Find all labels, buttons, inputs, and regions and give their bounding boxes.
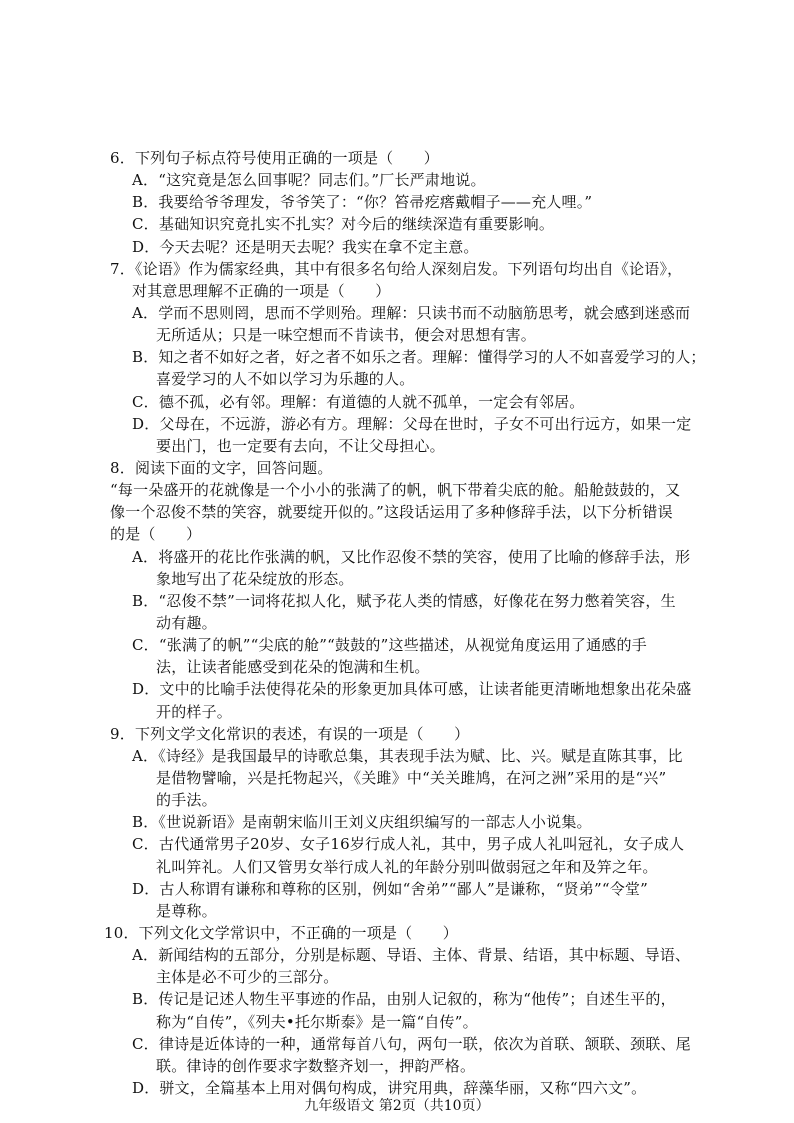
q7-option-a-line2: 无所适从；只是一味空想而不肯读书，便会对思想有害。 xyxy=(156,326,537,344)
q8-option-a-line1: A．将盛开的花比作张满的帆，又比作忍俊不禁的笑容，使用了比喻的修辞手法，形 xyxy=(132,548,691,566)
q6-option-d: D．今天去呢？还是明天去呢？我实在拿不定主意。 xyxy=(132,238,479,256)
q7-stem-line1: 7．《论语》作为儒家经典，其中有很多名句给人深刻启发。下列语句均出自《论语》， xyxy=(110,260,683,278)
q9-option-b: B．《世说新语》是南朝宋临川王刘义庆组织编写的一部志人小说集。 xyxy=(132,813,592,831)
q10-option-b-line2: 称为“自传”，《列夫•托尔斯泰》是一篇“自传”。 xyxy=(156,1013,478,1031)
q8-option-d-line1: D．文中的比喻手法使得花朵的形象更加具体可感，让读者能更清晰地想象出花朵盛 xyxy=(132,680,692,698)
q6-stem: 6．下列句子标点符号使用正确的一项是（ ） xyxy=(110,149,439,167)
q10-option-c-line2: 联。律诗的创作要求字数整齐划一，押韵严格。 xyxy=(156,1057,476,1075)
q7-option-a-line1: A．学而不思则罔，思而不学则殆。理解：只读书而不动脑筋思考，就会感到迷惑而 xyxy=(132,304,691,322)
q9-option-a-line1: A．《诗经》是我国最早的诗歌总集，其表现手法为赋、比、兴。赋是直陈其事，比 xyxy=(132,747,683,765)
q9-option-a-line3: 的手法。 xyxy=(156,791,217,809)
q7-option-d-line2: 要出门，也一定要有去向，不让父母担心。 xyxy=(156,437,445,455)
q8-option-d-line2: 开的样子。 xyxy=(156,703,233,721)
q7-option-b-line2: 喜爱学习的人不如以学习为乐趣的人。 xyxy=(156,370,415,388)
q7-option-c: C．德不孤，必有邻。理解：有道德的人就不孤单，一定会有邻居。 xyxy=(132,393,585,411)
q9-option-c-line1: C．古代通常男子20岁、女子16岁行成人礼，其中，男子成人礼叫冠礼，女子成人 xyxy=(132,835,685,853)
q8-option-b-line2: 动有趣。 xyxy=(156,614,217,632)
q8-option-b-line1: B．“忍俊不禁”一词将花拟人化，赋予花人类的情感，好像花在努力憋着笑容，生 xyxy=(132,592,676,610)
q10-option-a-line1: A．新闻结构的五部分，分别是标题、导语、主体、背景、结语，其中标题、导语、 xyxy=(132,946,691,964)
q7-option-b-line1: B．知之者不如好之者，好之者不如乐之者。理解：懂得学习的人不如喜爱学习的人； xyxy=(132,348,706,366)
q8-stem: 8．阅读下面的文字，回答问题。 xyxy=(110,459,333,477)
q9-option-a-line2: 是借物譬喻，兴是托物起兴，《关雎》中“关关雎鸠，在河之洲”采用的是“兴” xyxy=(156,769,667,787)
q8-passage-line3: 的是（ ） xyxy=(110,525,202,543)
q9-stem: 9．下列文学文化常识的表述，有误的一项是（ ） xyxy=(110,725,470,743)
q6-option-c: C．基础知识究竟扎实不扎实？对今后的继续深造有重要影响。 xyxy=(132,215,555,233)
q8-option-c-line2: 法，让读者能感受到花朵的饱满和生机。 xyxy=(156,658,430,676)
q8-option-c-line1: C．“张满了的帆”“尖底的舱”“鼓鼓的”这些描述，从视觉角度运用了通感的手 xyxy=(132,636,647,654)
q6-option-b: B．我要给爷爷理发，爷爷笑了：“你？笞帚疙瘩戴帽子——充人哩。” xyxy=(132,193,593,211)
q7-stem-line2: 对其意思理解不正确的一项是（ ） xyxy=(132,282,391,300)
q10-option-b-line1: B．传记是记述人物生平事迹的作品，由别人记叙的，称为“他传”；自述生平的， xyxy=(132,990,676,1008)
q9-option-c-line2: 礼叫笄礼。人们又管男女举行成人礼的年龄分别叫做弱冠之年和及笄之年。 xyxy=(156,858,658,876)
q6-option-a: A．“这究竟是怎么回事呢？同志们。”厂长严肃地说。 xyxy=(132,171,486,189)
page-footer: 九年级语文 第2页（共10页） xyxy=(304,1098,490,1114)
q10-option-a-line2: 主体是必不可少的三部分。 xyxy=(156,968,339,986)
q7-option-d-line1: D．父母在，不远游，游必有方。理解：父母在世时，子女不可出行远方，如果一定 xyxy=(132,415,692,433)
q8-passage-line1: “每一朵盛开的花就像是一个小小的张满了的帆，帆下带着尖底的舱。船舱鼓鼓的，又 xyxy=(110,481,681,499)
q10-option-c-line1: C．律诗是近体诗的一种，通常每首八句，两句一联，依次为首联、颔联、颈联、尾 xyxy=(132,1035,691,1053)
q10-stem: 10．下列文化文学常识中，不正确的一项是（ ） xyxy=(104,924,458,942)
q8-passage-line2: 像一个忍俊不禁的笑容，就要绽开似的。”这段话运用了多种修辞手法，以下分析错误 xyxy=(110,503,673,521)
q10-option-d: D．骈文，全篇基本上用对偶句构成，讲究用典，辞藻华丽，又称“四六文”。 xyxy=(132,1079,647,1097)
q9-option-d-line2: 是尊称。 xyxy=(156,902,217,920)
q9-option-d-line1: D．古人称谓有谦称和尊称的区别，例如“舍弟”“鄙人”是谦称，“贤弟”“令堂” xyxy=(132,880,648,898)
q8-option-a-line2: 象地写出了花朵绽放的形态。 xyxy=(156,570,354,588)
